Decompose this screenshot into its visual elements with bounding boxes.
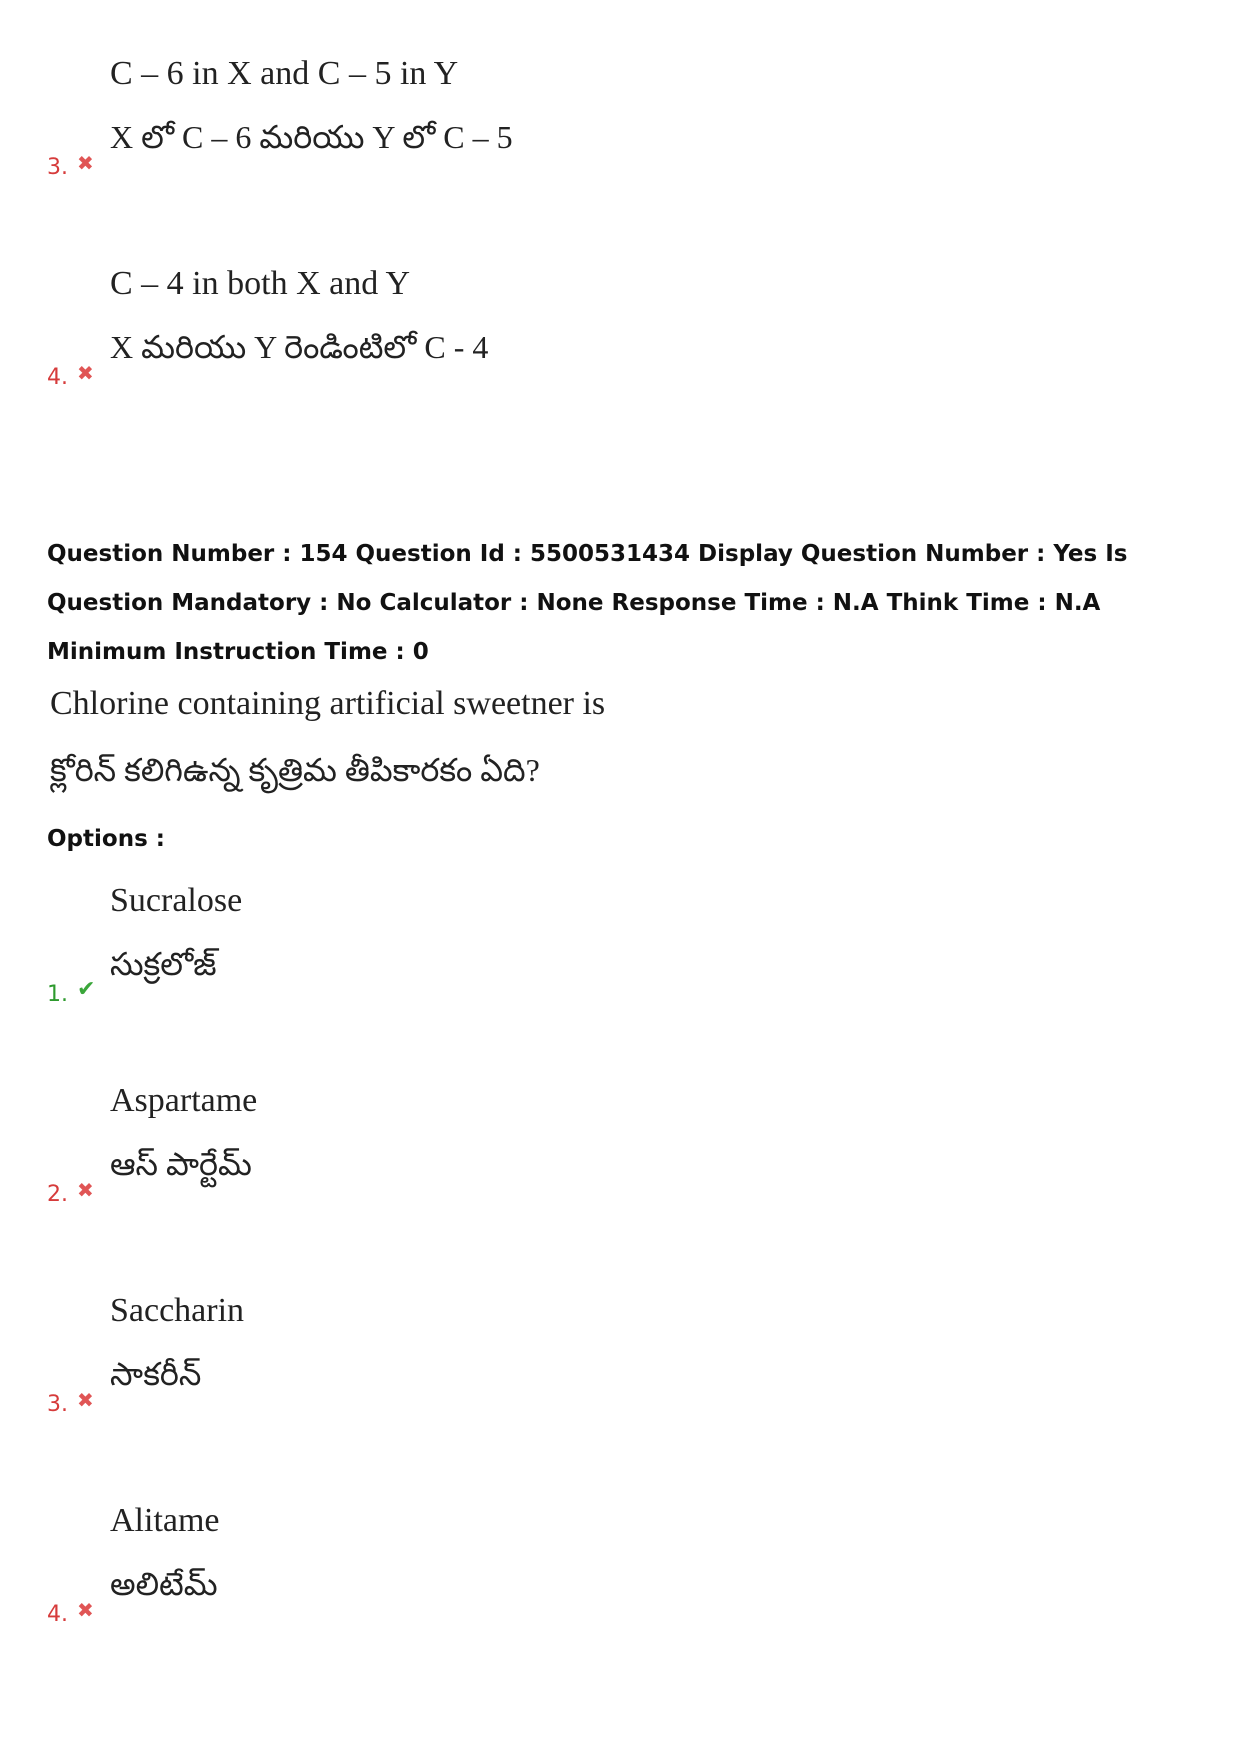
cross-icon: ✖: [77, 1178, 94, 1202]
option-english: Aspartame: [110, 1082, 258, 1119]
option-number: 4.: [47, 1602, 68, 1627]
option-telugu: సుక్రలోజ్: [110, 946, 217, 982]
option-english: Sucralose: [110, 882, 243, 919]
option-number: 4.: [47, 365, 68, 390]
option-number: 3.: [47, 155, 68, 180]
option-telugu: ఆస్ పార్టేమ్: [110, 1146, 252, 1182]
option-english: C – 4 in both X and Y: [110, 265, 411, 302]
option-telugu: X లో C – 6 మరియు Y లో C – 5: [110, 119, 513, 155]
cross-icon: ✖: [77, 1598, 94, 1622]
options-label: Options :: [47, 826, 165, 852]
option-number: 2.: [47, 1182, 68, 1207]
option-telugu: X మరియు Y రెండింటిలో C - 4: [110, 329, 489, 365]
option-number: 1.: [47, 982, 68, 1007]
check-icon: ✔: [77, 977, 96, 1002]
option-telugu: అలిటేమ్: [110, 1566, 218, 1602]
cross-icon: ✖: [77, 1388, 94, 1412]
cross-icon: ✖: [77, 361, 94, 385]
cross-icon: ✖: [77, 151, 94, 175]
option-english: C – 6 in X and C – 5 in Y: [110, 55, 459, 92]
option-english: Saccharin: [110, 1292, 245, 1329]
option-english: Alitame: [110, 1502, 220, 1539]
question-text-english: Chlorine containing artificial sweetner is: [50, 685, 606, 722]
question-text-telugu: క్లోరిన్ కలిగిఉన్న కృత్రిమ తీపికారకం ఏది?: [50, 752, 540, 788]
option-telugu: సాకరీన్: [110, 1356, 202, 1392]
question-meta: Question Number : 154 Question Id : 5500531434 Display Question Number : Yes Is Question Mandatory : No Calculator : None Response Time : N.A Think Time : N.A Minimum Instruction Time : 0: [47, 541, 1128, 665]
option-number: 3.: [47, 1392, 68, 1417]
